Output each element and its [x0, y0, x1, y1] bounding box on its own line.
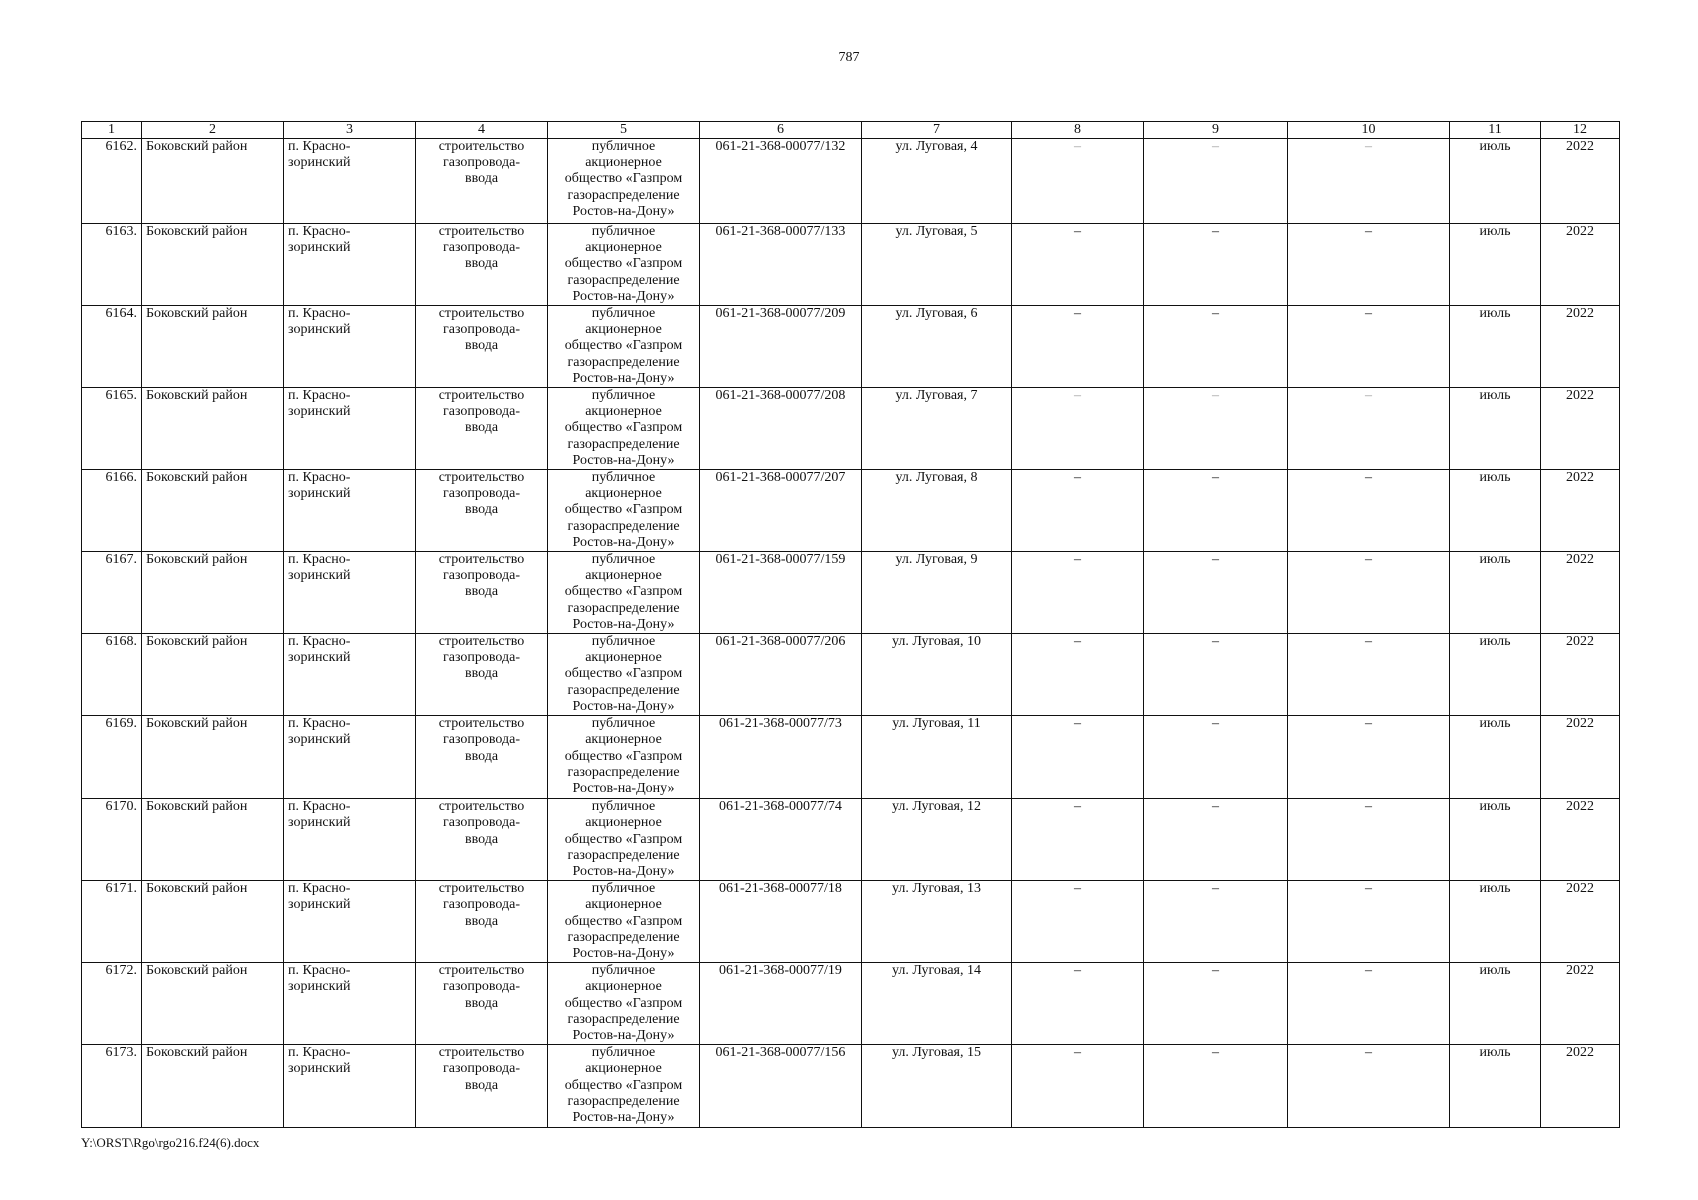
owner-line: газораспределение	[567, 187, 680, 203]
page-number: 787	[838, 50, 860, 65]
work-type-line: строительство	[438, 470, 525, 486]
empty-dash-cell: –	[1012, 799, 1144, 881]
column-header: 6	[700, 122, 862, 139]
settlement-line: зоринский	[288, 155, 351, 171]
work-type-line: строительство	[438, 306, 525, 322]
owner-line: газораспределение	[567, 847, 680, 863]
empty-dash-cell: –	[1288, 388, 1450, 470]
empty-dash-cell: –	[1012, 388, 1144, 470]
work-type-line: строительство	[438, 552, 525, 568]
column-header: 4	[416, 122, 548, 139]
settlement-cell	[284, 716, 416, 799]
settlement-line: п. Красно-	[288, 716, 351, 732]
work-type-cell	[416, 470, 548, 552]
owner-line: акционерное	[585, 155, 662, 171]
owner-line: общество «Газпром	[564, 171, 683, 187]
header-row	[82, 122, 1620, 139]
district-cell: Боковский район	[142, 552, 284, 634]
owner-line: газораспределение	[567, 354, 680, 370]
owner-line: публичное	[591, 470, 656, 486]
month-cell: июль	[1450, 224, 1541, 306]
work-type-line: строительство	[438, 799, 525, 815]
owner-cell	[548, 388, 700, 470]
owner-line: газораспределение	[567, 764, 680, 780]
owner-line: акционерное	[585, 732, 662, 748]
column-header: 1	[82, 122, 142, 139]
settlement-cell	[284, 306, 416, 388]
settlement-cell	[284, 963, 416, 1045]
work-type-line: газопровода-	[442, 650, 520, 666]
table-row	[82, 634, 1620, 716]
district-cell: Боковский район	[142, 388, 284, 470]
owner-line: акционерное	[585, 1061, 662, 1077]
table-row	[82, 306, 1620, 388]
settlement-line: п. Красно-	[288, 470, 351, 486]
month-cell: июль	[1450, 881, 1541, 963]
owner-line: общество «Газпром	[564, 831, 683, 847]
month-cell: июль	[1450, 306, 1541, 388]
row-number-cell: 6166.	[82, 470, 142, 552]
month-cell: июль	[1450, 799, 1541, 881]
owner-line: газораспределение	[567, 600, 680, 616]
owner-line: газораспределение	[567, 272, 680, 288]
month-cell: июль	[1450, 552, 1541, 634]
year-cell: 2022	[1541, 1045, 1620, 1128]
owner-line: газораспределение	[567, 1093, 680, 1109]
empty-dash-cell: –	[1012, 634, 1144, 716]
empty-dash-cell: –	[1288, 224, 1450, 306]
empty-dash-cell: –	[1288, 470, 1450, 552]
registry-code-cell: 061-21-368-00077/159	[700, 552, 862, 634]
empty-dash-cell: –	[1288, 552, 1450, 634]
row-number-cell: 6163.	[82, 224, 142, 306]
empty-dash-cell: –	[1288, 139, 1450, 224]
owner-line: общество «Газпром	[564, 502, 683, 518]
table-row	[82, 224, 1620, 306]
work-type-line: строительство	[438, 963, 525, 979]
owner-line: Ростов-на-Дону»	[572, 203, 675, 219]
empty-dash-cell: –	[1144, 306, 1288, 388]
row-number-cell: 6165.	[82, 388, 142, 470]
district-cell: Боковский район	[142, 963, 284, 1045]
work-type-line: газопровода-	[442, 486, 520, 502]
owner-line: Ростов-на-Дону»	[572, 616, 675, 632]
work-type-cell	[416, 963, 548, 1045]
data-table	[81, 121, 1620, 1128]
empty-dash-cell: –	[1144, 224, 1288, 306]
work-type-line: ввода	[464, 995, 499, 1011]
work-type-line: ввода	[464, 913, 499, 929]
column-header: 5	[548, 122, 700, 139]
district-cell: Боковский район	[142, 799, 284, 881]
owner-line: Ростов-на-Дону»	[572, 452, 675, 468]
work-type-line: ввода	[464, 338, 499, 354]
settlement-line: п. Красно-	[288, 1045, 351, 1061]
year-cell: 2022	[1541, 139, 1620, 224]
address-cell: ул. Луговая, 4	[862, 139, 1012, 224]
empty-dash-cell: –	[1144, 799, 1288, 881]
settlement-line: зоринский	[288, 979, 351, 995]
owner-line: публичное	[591, 552, 656, 568]
table-body	[82, 139, 1620, 1128]
empty-dash-cell: –	[1144, 716, 1288, 799]
address-cell: ул. Луговая, 13	[862, 881, 1012, 963]
work-type-cell	[416, 1045, 548, 1128]
owner-cell	[548, 224, 700, 306]
settlement-line: зоринский	[288, 404, 351, 420]
registry-code-cell: 061-21-368-00077/73	[700, 716, 862, 799]
address-cell: ул. Луговая, 14	[862, 963, 1012, 1045]
empty-dash-cell: –	[1012, 470, 1144, 552]
year-cell: 2022	[1541, 881, 1620, 963]
settlement-cell	[284, 799, 416, 881]
column-header: 3	[284, 122, 416, 139]
column-header: 11	[1450, 122, 1541, 139]
owner-line: акционерное	[585, 486, 662, 502]
table-row	[82, 1045, 1620, 1128]
owner-cell	[548, 634, 700, 716]
row-number-cell: 6168.	[82, 634, 142, 716]
owner-line: Ростов-на-Дону»	[572, 1027, 675, 1043]
settlement-line: п. Красно-	[288, 634, 351, 650]
table-row	[82, 799, 1620, 881]
owner-line: публичное	[591, 388, 656, 404]
owner-line: общество «Газпром	[564, 1077, 683, 1093]
registry-code-cell: 061-21-368-00077/209	[700, 306, 862, 388]
settlement-line: зоринский	[288, 897, 351, 913]
work-type-cell	[416, 634, 548, 716]
work-type-line: ввода	[464, 171, 499, 187]
work-type-cell	[416, 306, 548, 388]
address-cell: ул. Луговая, 7	[862, 388, 1012, 470]
owner-line: Ростов-на-Дону»	[572, 534, 675, 550]
owner-cell	[548, 552, 700, 634]
registry-code-cell: 061-21-368-00077/206	[700, 634, 862, 716]
row-number-cell: 6164.	[82, 306, 142, 388]
settlement-cell	[284, 1045, 416, 1128]
owner-line: акционерное	[585, 404, 662, 420]
work-type-line: ввода	[464, 420, 499, 436]
work-type-line: ввода	[464, 831, 499, 847]
registry-code-cell: 061-21-368-00077/18	[700, 881, 862, 963]
work-type-cell	[416, 139, 548, 224]
owner-line: газораспределение	[567, 1011, 680, 1027]
month-cell: июль	[1450, 963, 1541, 1045]
table-row	[82, 963, 1620, 1045]
row-number-cell: 6170.	[82, 799, 142, 881]
empty-dash-cell: –	[1144, 634, 1288, 716]
owner-line: общество «Газпром	[564, 748, 683, 764]
settlement-cell	[284, 139, 416, 224]
registry-code-cell: 061-21-368-00077/19	[700, 963, 862, 1045]
work-type-line: газопровода-	[442, 732, 520, 748]
owner-line: газораспределение	[567, 682, 680, 698]
owner-line: публичное	[591, 306, 656, 322]
table-row	[82, 388, 1620, 470]
work-type-line: газопровода-	[442, 897, 520, 913]
address-cell: ул. Луговая, 10	[862, 634, 1012, 716]
owner-cell	[548, 799, 700, 881]
year-cell: 2022	[1541, 634, 1620, 716]
registry-code-cell: 061-21-368-00077/74	[700, 799, 862, 881]
empty-dash-cell: –	[1144, 552, 1288, 634]
owner-line: публичное	[591, 716, 656, 732]
column-header: 12	[1541, 122, 1620, 139]
empty-dash-cell: –	[1144, 388, 1288, 470]
empty-dash-cell: –	[1012, 881, 1144, 963]
owner-line: Ростов-на-Дону»	[572, 863, 675, 879]
work-type-line: газопровода-	[442, 979, 520, 995]
owner-line: Ростов-на-Дону»	[572, 698, 675, 714]
month-cell: июль	[1450, 634, 1541, 716]
owner-line: публичное	[591, 963, 656, 979]
empty-dash-cell: –	[1144, 139, 1288, 224]
work-type-line: строительство	[438, 716, 525, 732]
year-cell: 2022	[1541, 306, 1620, 388]
owner-line: публичное	[591, 799, 656, 815]
registry-code-cell: 061-21-368-00077/133	[700, 224, 862, 306]
year-cell: 2022	[1541, 552, 1620, 634]
month-cell: июль	[1450, 716, 1541, 799]
owner-line: акционерное	[585, 322, 662, 338]
table-row	[82, 881, 1620, 963]
empty-dash-cell: –	[1012, 1045, 1144, 1128]
year-cell: 2022	[1541, 470, 1620, 552]
file-path-footer: Y:\ORST\Rgo\rgo216.f24(6).docx	[81, 1135, 260, 1150]
empty-dash-cell: –	[1288, 963, 1450, 1045]
work-type-line: ввода	[464, 584, 499, 600]
owner-line: общество «Газпром	[564, 420, 683, 436]
empty-dash-cell: –	[1288, 1045, 1450, 1128]
registry-code-cell: 061-21-368-00077/132	[700, 139, 862, 224]
column-header: 10	[1288, 122, 1450, 139]
empty-dash-cell: –	[1144, 881, 1288, 963]
owner-line: публичное	[591, 881, 656, 897]
work-type-cell	[416, 224, 548, 306]
owner-cell	[548, 716, 700, 799]
work-type-line: строительство	[438, 1045, 525, 1061]
work-type-cell	[416, 716, 548, 799]
empty-dash-cell: –	[1012, 139, 1144, 224]
month-cell: июль	[1450, 139, 1541, 224]
settlement-cell	[284, 881, 416, 963]
owner-line: публичное	[591, 139, 656, 154]
work-type-line: газопровода-	[442, 404, 520, 420]
settlement-line: зоринский	[288, 240, 351, 256]
year-cell: 2022	[1541, 963, 1620, 1045]
settlement-line: зоринский	[288, 322, 351, 338]
owner-line: публичное	[591, 634, 656, 650]
owner-line: общество «Газпром	[564, 256, 683, 272]
settlement-cell	[284, 388, 416, 470]
owner-cell	[548, 963, 700, 1045]
row-number-cell: 6171.	[82, 881, 142, 963]
work-type-cell	[416, 552, 548, 634]
owner-line: акционерное	[585, 897, 662, 913]
registry-code-cell: 061-21-368-00077/207	[700, 470, 862, 552]
work-type-line: строительство	[438, 139, 525, 154]
year-cell: 2022	[1541, 716, 1620, 799]
empty-dash-cell: –	[1144, 963, 1288, 1045]
row-number-cell: 6162.	[82, 139, 142, 224]
settlement-line: п. Красно-	[288, 306, 351, 322]
empty-dash-cell: –	[1288, 306, 1450, 388]
year-cell: 2022	[1541, 799, 1620, 881]
table-row	[82, 139, 1620, 224]
settlement-line: п. Красно-	[288, 881, 351, 897]
registry-code-cell: 061-21-368-00077/208	[700, 388, 862, 470]
month-cell: июль	[1450, 1045, 1541, 1128]
owner-line: Ростов-на-Дону»	[572, 370, 675, 386]
empty-dash-cell: –	[1288, 716, 1450, 799]
work-type-line: газопровода-	[442, 322, 520, 338]
work-type-line: строительство	[438, 881, 525, 897]
settlement-line: зоринский	[288, 1061, 351, 1077]
column-header: 2	[142, 122, 284, 139]
owner-line: акционерное	[585, 815, 662, 831]
empty-dash-cell: –	[1012, 716, 1144, 799]
empty-dash-cell: –	[1012, 552, 1144, 634]
empty-dash-cell: –	[1012, 224, 1144, 306]
district-cell: Боковский район	[142, 881, 284, 963]
owner-line: акционерное	[585, 979, 662, 995]
work-type-line: газопровода-	[442, 815, 520, 831]
settlement-line: зоринский	[288, 486, 351, 502]
address-cell: ул. Луговая, 15	[862, 1045, 1012, 1128]
settlement-line: зоринский	[288, 650, 351, 666]
owner-line: общество «Газпром	[564, 995, 683, 1011]
settlement-line: п. Красно-	[288, 224, 351, 239]
settlement-cell	[284, 552, 416, 634]
settlement-line: п. Красно-	[288, 552, 351, 568]
owner-line: общество «Газпром	[564, 338, 683, 354]
work-type-cell	[416, 799, 548, 881]
owner-line: газораспределение	[567, 929, 680, 945]
row-number-cell: 6167.	[82, 552, 142, 634]
owner-line: общество «Газпром	[564, 666, 683, 682]
owner-line: публичное	[591, 1045, 656, 1061]
settlement-cell	[284, 634, 416, 716]
district-cell: Боковский район	[142, 716, 284, 799]
address-cell: ул. Луговая, 12	[862, 799, 1012, 881]
work-type-line: газопровода-	[442, 568, 520, 584]
owner-cell	[548, 139, 700, 224]
settlement-cell	[284, 470, 416, 552]
column-header: 9	[1144, 122, 1288, 139]
work-type-line: ввода	[464, 748, 499, 764]
owner-line: Ростов-на-Дону»	[572, 1109, 675, 1125]
empty-dash-cell: –	[1288, 881, 1450, 963]
row-number-cell: 6172.	[82, 963, 142, 1045]
settlement-line: зоринский	[288, 815, 351, 831]
owner-line: Ростов-на-Дону»	[572, 780, 675, 796]
address-cell: ул. Луговая, 5	[862, 224, 1012, 306]
settlement-cell	[284, 224, 416, 306]
district-cell: Боковский район	[142, 634, 284, 716]
owner-cell	[548, 470, 700, 552]
owner-line: акционерное	[585, 240, 662, 256]
work-type-line: газопровода-	[442, 240, 520, 256]
year-cell: 2022	[1541, 224, 1620, 306]
owner-line: акционерное	[585, 650, 662, 666]
owner-line: публичное	[591, 224, 656, 239]
settlement-line: п. Красно-	[288, 139, 351, 154]
owner-line: Ростов-на-Дону»	[572, 945, 675, 961]
district-cell: Боковский район	[142, 306, 284, 388]
owner-line: газораспределение	[567, 436, 680, 452]
work-type-line: газопровода-	[442, 1061, 520, 1077]
settlement-line: п. Красно-	[288, 799, 351, 815]
work-type-line: газопровода-	[442, 155, 520, 171]
settlement-line: п. Красно-	[288, 963, 351, 979]
work-type-line: ввода	[464, 1077, 499, 1093]
settlement-line: зоринский	[288, 568, 351, 584]
empty-dash-cell: –	[1144, 1045, 1288, 1128]
table-row	[82, 470, 1620, 552]
owner-line: общество «Газпром	[564, 584, 683, 600]
owner-line: газораспределение	[567, 518, 680, 534]
district-cell: Боковский район	[142, 470, 284, 552]
empty-dash-cell: –	[1012, 963, 1144, 1045]
owner-cell	[548, 881, 700, 963]
empty-dash-cell: –	[1144, 470, 1288, 552]
registry-code-cell: 061-21-368-00077/156	[700, 1045, 862, 1128]
row-number-cell: 6169.	[82, 716, 142, 799]
column-header: 7	[862, 122, 1012, 139]
settlement-line: п. Красно-	[288, 388, 351, 404]
work-type-line: ввода	[464, 256, 499, 272]
work-type-line: строительство	[438, 224, 525, 239]
work-type-cell	[416, 881, 548, 963]
work-type-line: ввода	[464, 502, 499, 518]
address-cell: ул. Луговая, 6	[862, 306, 1012, 388]
column-header: 8	[1012, 122, 1144, 139]
owner-line: общество «Газпром	[564, 913, 683, 929]
district-cell: Боковский район	[142, 224, 284, 306]
work-type-line: строительство	[438, 388, 525, 404]
owner-cell	[548, 306, 700, 388]
work-type-line: строительство	[438, 634, 525, 650]
month-cell: июль	[1450, 470, 1541, 552]
district-cell: Боковский район	[142, 139, 284, 224]
settlement-line: зоринский	[288, 732, 351, 748]
work-type-cell	[416, 388, 548, 470]
work-type-line: ввода	[464, 666, 499, 682]
address-cell: ул. Луговая, 8	[862, 470, 1012, 552]
owner-line: акционерное	[585, 568, 662, 584]
district-cell: Боковский район	[142, 1045, 284, 1128]
empty-dash-cell: –	[1288, 634, 1450, 716]
owner-cell	[548, 1045, 700, 1128]
table-row	[82, 716, 1620, 799]
empty-dash-cell: –	[1012, 306, 1144, 388]
owner-line: Ростов-на-Дону»	[572, 288, 675, 304]
address-cell: ул. Луговая, 11	[862, 716, 1012, 799]
empty-dash-cell: –	[1288, 799, 1450, 881]
address-cell: ул. Луговая, 9	[862, 552, 1012, 634]
month-cell: июль	[1450, 388, 1541, 470]
row-number-cell: 6173.	[82, 1045, 142, 1128]
table-row	[82, 552, 1620, 634]
year-cell: 2022	[1541, 388, 1620, 470]
